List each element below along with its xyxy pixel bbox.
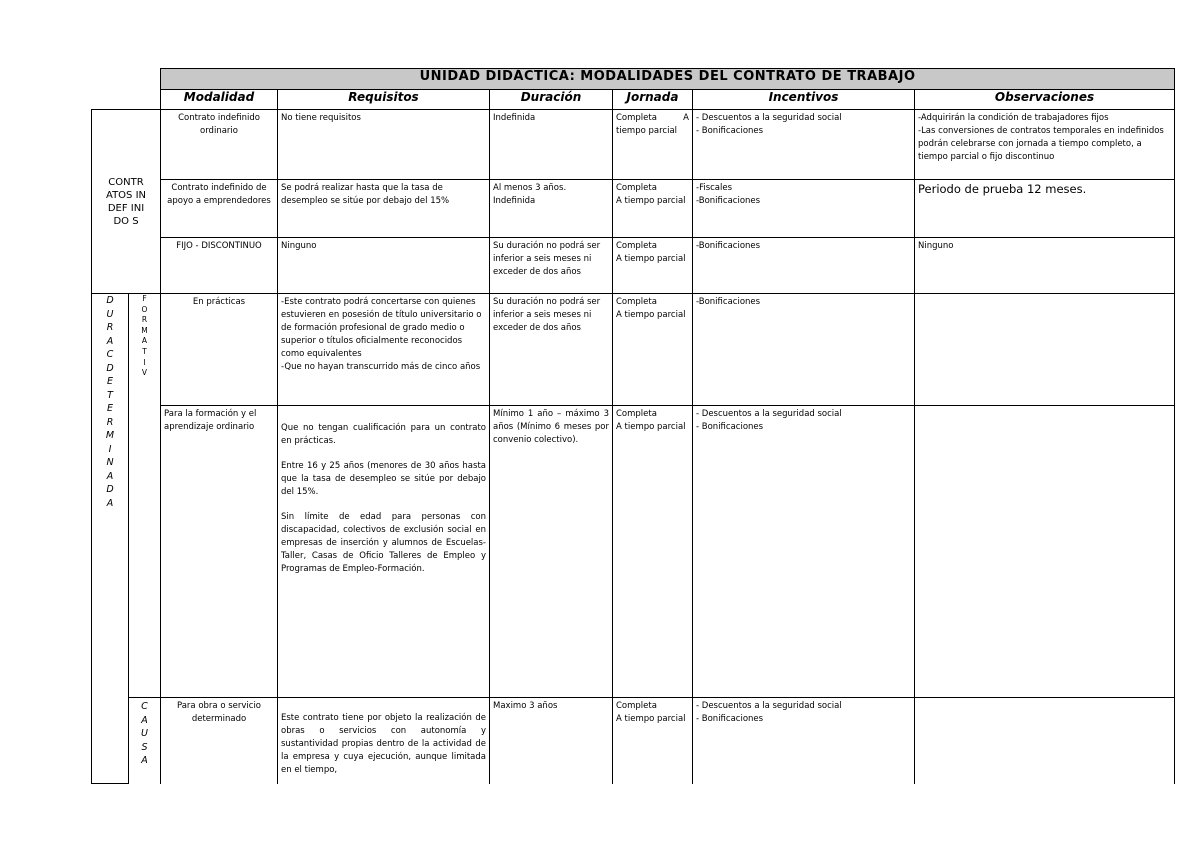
jornada-line: Completa bbox=[616, 701, 657, 711]
requisito-line: -Este contrato podrá concertarse con quienes estuvieren en posesión de título universitario o de formación profesional de grado medio o superior o títulos oficialmente reconocidos como equivalentes bbox=[281, 297, 482, 359]
duracion-cell: Indefinida bbox=[490, 110, 613, 180]
jornada-line: A tiempo parcial bbox=[616, 714, 686, 724]
requisito-line: -Que no hayan transcurrido más de cinco años bbox=[281, 362, 481, 372]
group-label-determinada: D U R A C D E T E R M I N A D A bbox=[92, 294, 129, 784]
requisito-line: Sin límite de edad para personas con discapacidad, colectivos de exclusión social en empresas de inserción y alumnos de Escuelas-Taller, Casas de Oficio Talleres de Empleo y Programas de Empleo-Formación. bbox=[281, 512, 486, 574]
requisitos-cell bbox=[278, 406, 490, 698]
incentivos-cell: -Bonificaciones bbox=[693, 294, 915, 406]
duracion-cell: Su duración no podrá ser inferior a seis meses ni exceder de dos años bbox=[490, 238, 613, 294]
incentivos-cell: -Bonificaciones bbox=[693, 238, 915, 294]
incentivo-line: - Bonificaciones bbox=[696, 126, 764, 136]
modalidad-cell: Para obra o servicio determinado bbox=[161, 698, 278, 784]
jornada-cell bbox=[613, 294, 693, 406]
incentivos-cell bbox=[693, 180, 915, 238]
header-duracion: Duración bbox=[490, 90, 613, 110]
modalidad-cell: Para la formación y el aprendizaje ordinario bbox=[161, 406, 278, 698]
jornada-cell bbox=[613, 406, 693, 698]
duracion-cell bbox=[490, 180, 613, 238]
header-incentivos: Incentivos bbox=[693, 90, 915, 110]
requisitos-cell: Se podrá realizar hasta que la tasa de desempleo se sitúe por debajo del 15% bbox=[278, 180, 490, 238]
jornada-line: A tiempo parcial bbox=[616, 196, 686, 206]
jornada-line: Completa bbox=[616, 297, 657, 307]
incentivo-line: - Descuentos a la seguridad social bbox=[696, 701, 842, 711]
jornada-line: A tiempo parcial bbox=[616, 254, 686, 264]
observaciones-cell: Ninguno bbox=[915, 238, 1175, 294]
duracion-cell: Mínimo 1 año – máximo 3 años (Mínimo 6 meses por convenio colectivo). bbox=[490, 406, 613, 698]
jornada-cell bbox=[613, 238, 693, 294]
incentivo-line: - Descuentos a la seguridad social bbox=[696, 113, 842, 123]
requisitos-cell: No tiene requisitos bbox=[278, 110, 490, 180]
incentivo-line: -Bonificaciones bbox=[696, 196, 761, 206]
jornada-cell bbox=[613, 180, 693, 238]
requisito-line: Que no tengan cualificación para un contrato en prácticas. bbox=[281, 423, 486, 446]
observaciones-cell bbox=[915, 294, 1175, 406]
modalidad-cell: Contrato indefinido ordinario bbox=[161, 110, 278, 180]
jornada-line: Completa bbox=[616, 183, 657, 193]
incentivo-line: - Descuentos a la seguridad social bbox=[696, 409, 842, 419]
duracion-line: Indefinida bbox=[493, 196, 536, 206]
duracion-cell: Maximo 3 años bbox=[490, 698, 613, 784]
modalidad-cell: Contrato indefinido de apoyo a emprendedores bbox=[161, 180, 278, 238]
requisitos-cell: Ninguno bbox=[278, 238, 490, 294]
requisitos-cell: Este contrato tiene por objeto la realización de obras o servicios con autonomía y sustantividad propias dentro de la actividad de la empresa y cuya ejecución, aunque limitada en el tiempo, bbox=[278, 698, 490, 784]
jornada-line: A tiempo parcial bbox=[616, 310, 686, 320]
incentivos-cell bbox=[693, 698, 915, 784]
duracion-line: Al menos 3 años. bbox=[493, 183, 567, 193]
observaciones-cell: Periodo de prueba 12 meses. bbox=[915, 180, 1175, 238]
header-requisitos: Requisitos bbox=[278, 90, 490, 110]
header-modalidad: Modalidad bbox=[161, 90, 278, 110]
jornada-line: A tiempo parcial bbox=[616, 422, 686, 432]
jornada-line: Completa bbox=[616, 409, 657, 419]
incentivo-line: - Bonificaciones bbox=[696, 422, 764, 432]
observaciones-cell bbox=[915, 406, 1175, 698]
requisito-line: Entre 16 y 25 años (menores de 30 años hasta que la tasa de desempleo se sitúe por debajo del 15%. bbox=[281, 461, 486, 497]
modalidad-cell: FIJO - DISCONTINUO bbox=[161, 238, 278, 294]
observaciones-cell bbox=[915, 698, 1175, 784]
incentivo-line: - Bonificaciones bbox=[696, 714, 764, 724]
contract-table bbox=[91, 68, 1175, 784]
observaciones-cell bbox=[915, 110, 1175, 180]
jornada-line: Completa bbox=[616, 241, 657, 251]
incentivo-line: -Fiscales bbox=[696, 183, 733, 193]
header-jornada: Jornada bbox=[613, 90, 693, 110]
header-observaciones: Observaciones bbox=[915, 90, 1175, 110]
incentivos-cell bbox=[693, 406, 915, 698]
observacion-line: -Las conversiones de contratos temporales en indefinidos podrán celebrarse con jornada a tiempo completo, a tiempo parcial o fijo discontinuo bbox=[918, 126, 1164, 162]
incentivos-cell bbox=[693, 110, 915, 180]
duracion-cell: Su duración no podrá ser inferior a seis meses ni exceder de dos años bbox=[490, 294, 613, 406]
table-title: UNIDAD DIDÁCTICA: MODALIDADES DEL CONTRATO DE TRABAJO bbox=[161, 69, 1175, 90]
jornada-cell: Completa A tiempo parcial bbox=[613, 110, 693, 180]
group-label-causa: C A U S A bbox=[129, 698, 161, 784]
group-label-formativo: F O R M A T I V bbox=[129, 294, 161, 698]
observacion-line: -Adquirirán la condición de trabajadores fijos bbox=[918, 113, 1109, 123]
group-label-indefinidos: CONTR ATOS INDEF INIDO S bbox=[92, 110, 161, 294]
requisitos-cell bbox=[278, 294, 490, 406]
modalidad-cell: En prácticas bbox=[161, 294, 278, 406]
jornada-cell bbox=[613, 698, 693, 784]
